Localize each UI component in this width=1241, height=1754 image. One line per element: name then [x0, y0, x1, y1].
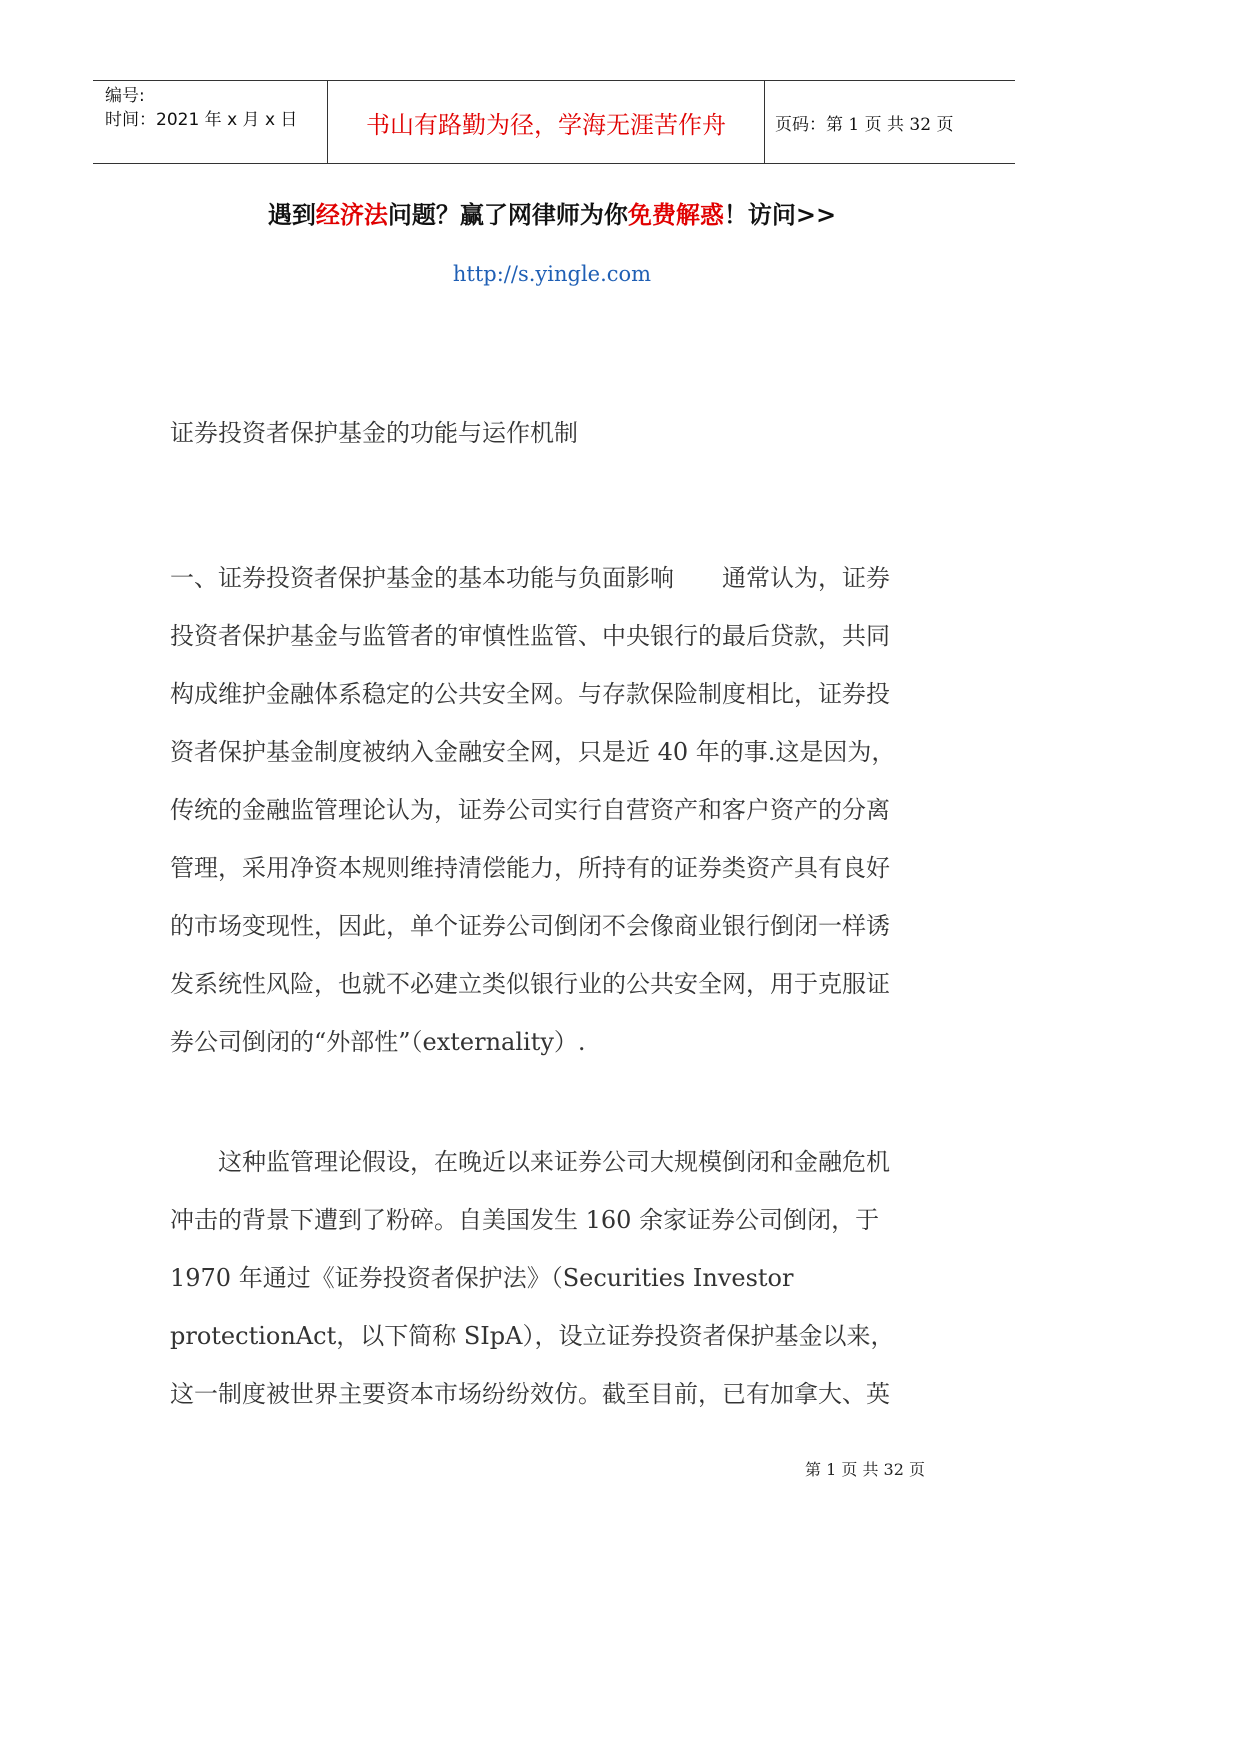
paragraph-line: 投资者保护基金与监管者的审慎性监管、中央银行的最后贷款，共同 [170, 622, 890, 650]
paragraph-line: 构成维护金融体系稳定的公共安全网。与存款保险制度相比，证券投 [170, 680, 890, 708]
paragraph-line: 传统的金融监管理论认为，证券公司实行自营资产和客户资产的分离 [170, 796, 890, 824]
header-page-info: 页码：第 1 页 共 32 页 [775, 114, 954, 135]
paragraph-line: 发系统性风险，也就不必建立类似银行业的公共安全网，用于克服证 [170, 970, 890, 998]
document-title: 证券投资者保护基金的功能与运作机制 [170, 419, 578, 447]
paragraph-line: 冲击的背景下遭到了粉碎。自美国发生 160 余家证券公司倒闭，于 [170, 1206, 880, 1234]
promo-highlight-2: 免费解惑 [627, 200, 724, 229]
promo-highlight-1: 经济法 [315, 200, 388, 229]
promo-text-3[interactable]: ！访问>> [723, 200, 837, 229]
paragraph-line: 的市场变现性，因此，单个证券公司倒闭不会像商业银行倒闭一样诱 [170, 912, 890, 940]
paragraph-2 [170, 1133, 941, 1423]
paragraph-line: 资者保护基金制度被纳入金融安全网，只是近 40 年的事.这是因为， [170, 738, 896, 766]
document-number-label: 编号: [105, 86, 145, 106]
header-meta [105, 84, 297, 132]
promo-banner [0, 195, 1104, 230]
paragraph-line: 管理，采用净资本规则维持清偿能力，所持有的证券类资产具有良好 [170, 854, 890, 882]
promo-text-1: 遇到 [267, 200, 316, 229]
page-footer: 第 1 页 共 32 页 [805, 1460, 925, 1479]
page-header [93, 80, 1015, 164]
paragraph-line: 一、证券投资者保护基金的基本功能与负面影响 通常认为，证券 [170, 564, 890, 592]
header-motto: 书山有路勤为径，学海无涯苦作舟 [327, 81, 765, 163]
paragraph-line: 1970 年通过《证券投资者保护法》（Securities Investor [170, 1264, 794, 1292]
paragraph-line: 这一制度被世界主要资本市场纷纷效仿。截至目前，已有加拿大、英 [170, 1380, 890, 1408]
paragraph-1 [170, 549, 941, 1071]
promo-link[interactable]: http://s.yingle.com [452, 262, 652, 286]
paragraph-line: 这种监管理论假设，在晚近以来证券公司大规模倒闭和金融危机 [170, 1148, 890, 1176]
document-time-label: 时间：2021 年 x 月 x 日 [105, 110, 298, 130]
paragraph-line: protectionAct，以下简称 SIpA），设立证券投资者保护基金以来， [170, 1322, 895, 1350]
paragraph-line: 券公司倒闭的“外部性”（externality）. [170, 1028, 586, 1056]
promo-text-2: 问题？赢了网律师为你 [387, 200, 628, 229]
